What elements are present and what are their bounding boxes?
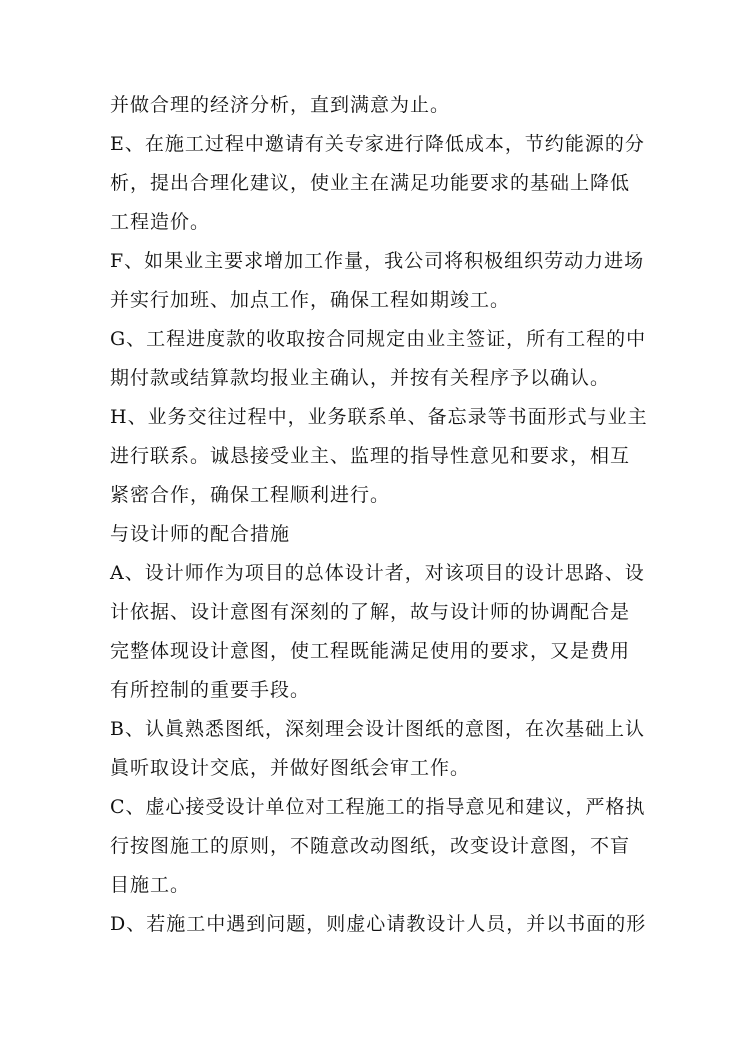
text-line: F、如果业主要求增加工作量，我公司将积极组织劳动力进场 xyxy=(110,250,645,272)
text-line: B、认眞熟悉图纸，深刻理会设计图纸的意图，在次基础上认 xyxy=(110,718,645,740)
text-line: 期付款或结算款均报业主确认，并按有关程序予以确认。 xyxy=(110,367,611,389)
text-line: 有所控制的重要手段。 xyxy=(110,679,311,701)
text-line: D、若施工中遇到问题，则虚心请教设计人员，并以书面的形 xyxy=(110,913,647,935)
text-line: 紧密合作，确保工程顺利进行。 xyxy=(110,484,391,506)
text-line: A、设计师作为项目的总体设计者，对该项目的设计思路、设 xyxy=(110,562,645,584)
text-line: 工程造价。 xyxy=(110,211,211,233)
text-line: C、虚心接受设计单位对工程施工的指导意见和建议，严格执 xyxy=(110,796,646,818)
text-line: H、业务交往过程中，业务联系单、备忘录等书面形式与业主 xyxy=(110,406,648,428)
text-line: 完整体现设计意图，使工程既能满足使用的要求，又是费用 xyxy=(110,640,631,662)
text-line: G、工程进度款的收取按合同规定由业主签证，所有工程的中 xyxy=(110,328,647,350)
text-line: E、在施工过程中邀请有关专家进行降低成本，节约能源的分 xyxy=(110,133,645,155)
section-heading: 与设计师的配合措施 xyxy=(110,523,291,545)
document-body xyxy=(110,86,648,944)
text-line: 进行联系。诚恳接受业主、监理的指导性意见和要求，相互 xyxy=(110,445,631,467)
text-line: 行按图施工的原则，不随意改动图纸，改变设计意图，不盲 xyxy=(110,835,631,857)
text-line: 并做合理的经济分析，直到满意为止。 xyxy=(110,94,451,116)
text-line: 析，提出合理化建议，使业主在满足功能要求的基础上降低 xyxy=(110,172,631,194)
text-line: 并实行加班、加点工作，确保工程如期竣工。 xyxy=(110,289,511,311)
text-line: 目施工。 xyxy=(110,874,191,896)
text-line: 计依据、设计意图有深刻的了解，故与设计师的协调配合是 xyxy=(110,601,631,623)
text-line: 眞听取设计交底，并做好图纸会审工作。 xyxy=(110,757,471,779)
